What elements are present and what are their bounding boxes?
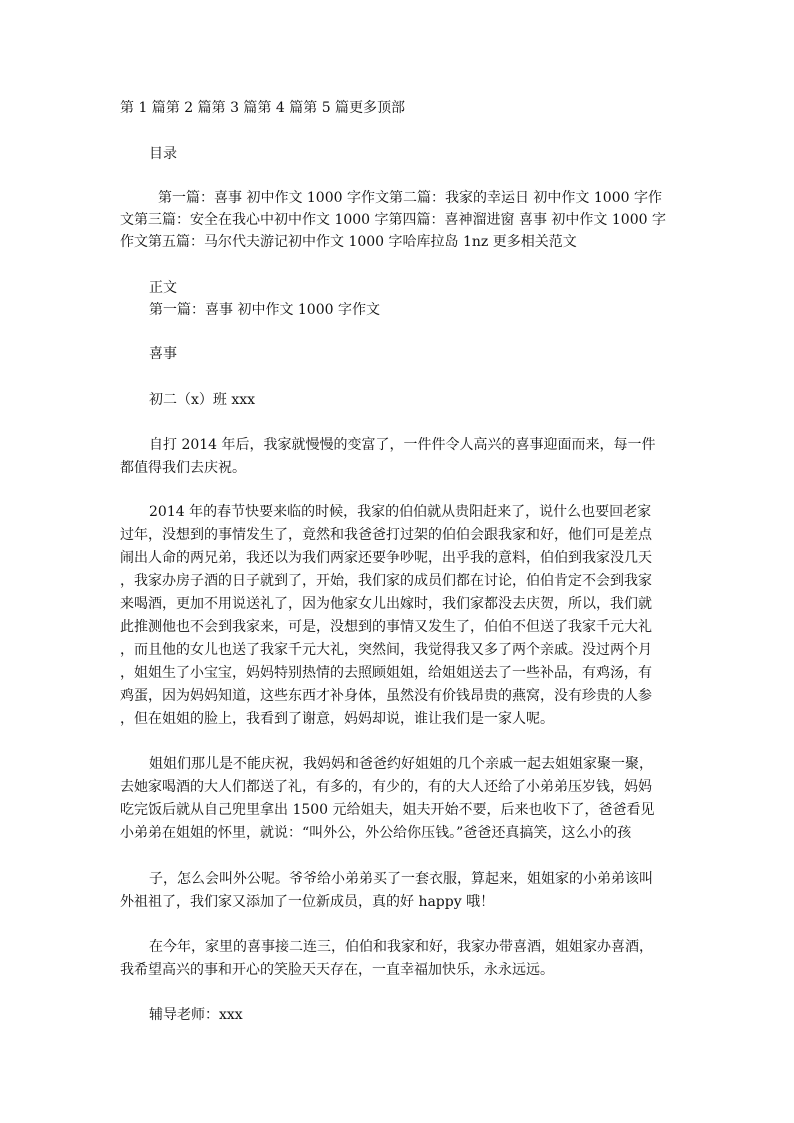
paragraph-line: 小弟弟在姐姐的怀里，就说：“叫外公，外公给你压钱。”爸爸还真搞笑，这么小的孩 [120,825,632,841]
nav-item-top[interactable]: 顶部 [377,100,406,116]
paragraph-line: 子，怎么会叫外公呢。爷爷给小弟弟买了一套衣服，算起来，姐姐家的小弟弟该叫 [149,871,653,887]
paragraph-line: 自打 2014 年后，我家就慢慢的变富了，一件件令人高兴的喜事迎面而来，每一件 [149,437,656,453]
nav-item-more[interactable]: 更多 [349,100,378,116]
paragraph-line: 2014 年的春节快要来临的时候，我家的伯伯就从贵阳赶来了，说什么也要回老家 [149,504,652,520]
paragraph-line: ，我家办房子酒的日子就到了，开始，我们家的成员们都在讨论，伯伯肯定不会到我家 [120,573,652,589]
toc-heading: 目录 [149,146,177,162]
toc-line[interactable]: 作文第五篇：马尔代夫游记初中作文 1000 字哈库拉岛 1nz 更多相关范文 [120,234,577,250]
paragraph-line: 都值得我们去庆祝。 [120,460,246,476]
paragraph-line: 吃完饭后就从自己兜里拿出 1500 元给姐夫，姐夫开始不要，后来也收下了，爸爸看见 [120,802,655,818]
author-line: 初二（x）班 xxx [149,392,256,408]
paragraph-line: 去她家喝酒的大人们都送了礼，有多的，有少的，有的大人还给了小弟弟压岁钱，妈妈 [120,779,652,795]
paragraph-line: 过年，没想到的事情发生了，竟然和我爸爸打过架的伯伯会跟我家和好，他们可是差点 [120,527,652,543]
paragraph-line: 鸡蛋，因为妈妈知道，这些东西才补身体，虽然没有价钱昂贵的燕窝，没有珍贵的人参 [120,688,652,704]
paragraph-line: ，姐姐生了小宝宝，妈妈特别热情的去照顾姐姐，给姐姐送去了一些补品，有鸡汤，有 [120,665,652,681]
paragraph-line: 外祖祖了，我们家又添加了一位新成员，真的好 happy 哦！ [120,894,495,910]
paragraph-line: 姐姐们那儿是不能庆祝，我妈妈和爸爸约好姐姐的几个亲戚一起去姐姐家聚一聚， [149,756,653,772]
paragraph-line: 来喝酒，更加不用说送礼了，因为他家女儿出嫁时，我们家都没去庆贺，所以，我们就 [120,596,652,612]
nav-item-part-3[interactable]: 第 3 篇 [211,100,258,116]
paragraph-line: 我希望高兴的事和开心的笑脸天天存在，一直幸福加快乐，永永远远。 [120,962,554,978]
toc-line[interactable]: 第一篇：喜事 初中作文 1000 字作文第二篇：我家的幸运日 初中作文 1000 字作 [158,190,662,206]
paragraph-line: 此推测他也不会到我家来，可是，没想到的事情又发生了，伯伯不但送了我家千元大礼 [120,619,652,635]
nav-item-part-1[interactable]: 第 1 篇 [120,100,166,116]
paragraph-line: 闹出人命的两兄弟，我还以为我们两家还要争吵呢，出乎我的意料，伯伯到我家没几天 [120,550,652,566]
paragraph-line: 在今年，家里的喜事接二连三，伯伯和我家和好，我家办带喜酒，姐姐家办喜酒， [149,939,653,955]
paragraph-line: ，但在姐姐的脸上，我看到了谢意，妈妈却说，谁让我们是一家人呢。 [120,711,554,727]
nav-bar [120,98,405,118]
paragraph-line: ，而且他的女儿也送了我家千元大礼，突然间，我觉得我又多了两个亲戚。没过两个月 [120,642,652,658]
toc-line[interactable]: 文第三篇：安全在我心中初中作文 1000 字第四篇：喜神溜进窗 喜事 初中作文 1000 字 [120,212,666,228]
nav-item-part-4[interactable]: 第 4 篇 [257,100,304,116]
nav-item-part-2[interactable]: 第 2 篇 [165,100,212,116]
teacher-line: 辅导老师：xxx [149,1007,243,1023]
nav-item-part-5[interactable]: 第 5 篇 [303,100,350,116]
essay-title: 喜事 [149,346,177,362]
article-title: 第一篇：喜事 初中作文 1000 字作文 [149,302,380,318]
body-label: 正文 [149,280,177,296]
